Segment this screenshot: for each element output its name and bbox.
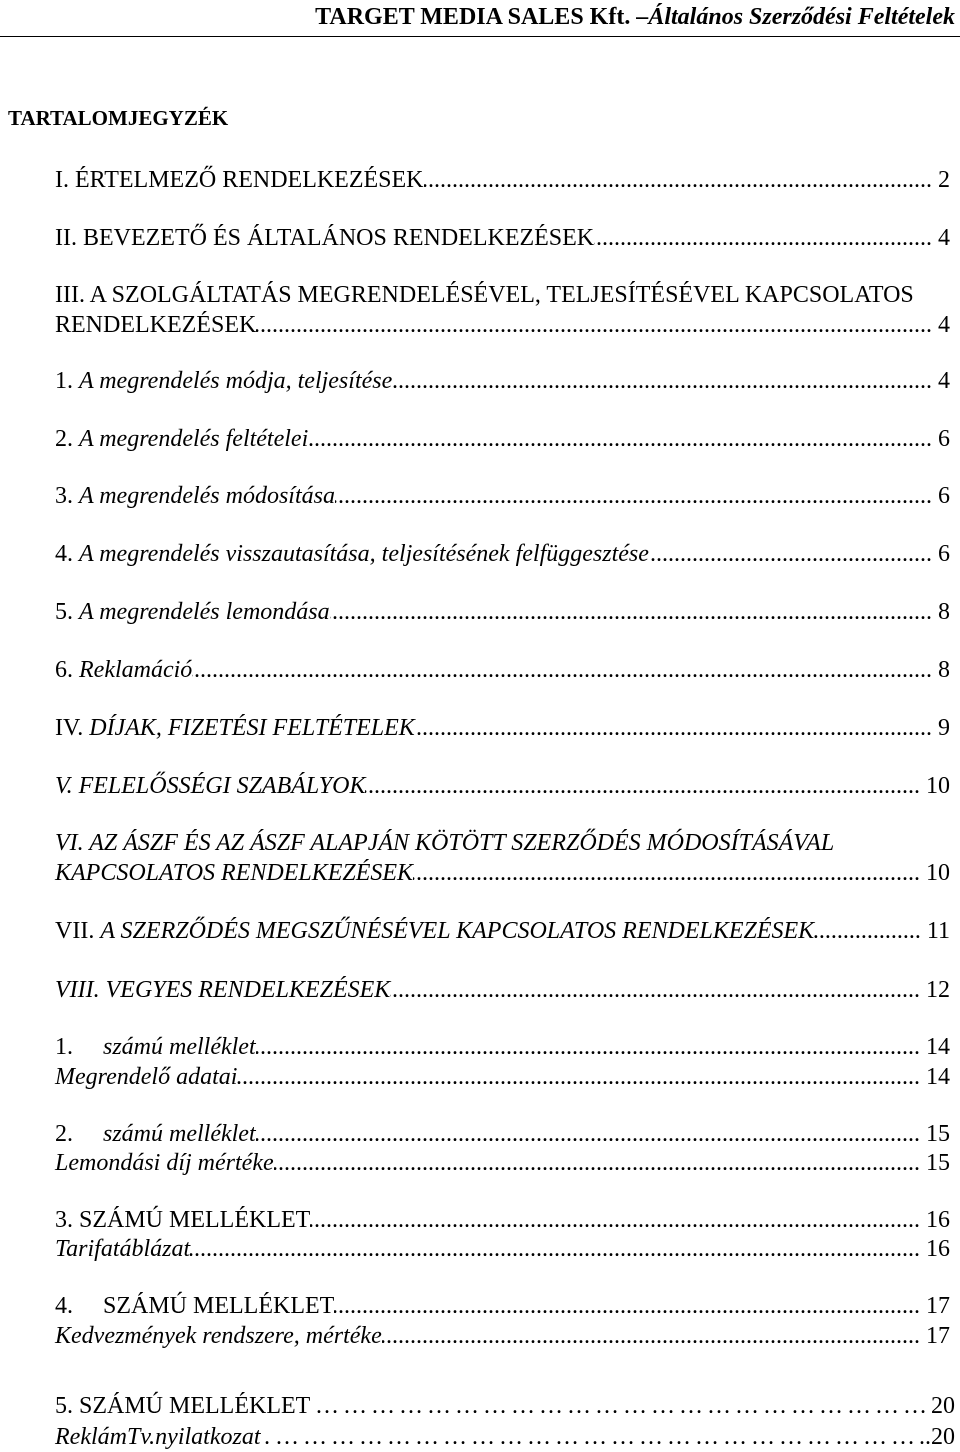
toc-entry-label xyxy=(55,482,335,510)
toc-page-number: 10 xyxy=(926,773,950,799)
toc-entry-subtitle: ReklámTv.nyilatkozat xyxy=(55,1424,261,1450)
toc-entry-title: VEGYES RENDELKEZÉSEK xyxy=(105,977,391,1003)
toc-entry-title: ÉRTELMEZŐ RENDELKEZÉSEK xyxy=(75,167,424,193)
toc-page-number: 15 xyxy=(926,1121,950,1147)
toc-annex-5 xyxy=(55,1392,955,1420)
toc-entry-number: 3. xyxy=(55,1207,73,1233)
company-name: TARGET MEDIA SALES Kft. xyxy=(315,4,631,30)
toc-page-number: 9 xyxy=(938,715,950,741)
dot-leader xyxy=(814,917,921,945)
toc-entry-title: A megrendelés módja, teljesítése xyxy=(79,368,393,394)
toc-page-number: 11 xyxy=(926,918,950,944)
toc-entry-label xyxy=(55,598,330,626)
toc-entry-title: számú melléklet xyxy=(103,1034,256,1060)
toc-annex-2-subtitle xyxy=(55,1149,950,1177)
document-title: –Általános Szerződési Feltételek xyxy=(636,4,955,30)
toc-entry-number: 3. xyxy=(55,483,73,509)
toc-page-number: 17 xyxy=(926,1293,950,1319)
toc-annex-1-subtitle xyxy=(55,1063,950,1091)
toc-entry-title: számú melléklet xyxy=(103,1121,256,1147)
dot-leader xyxy=(308,425,932,453)
toc-entry-section-1 xyxy=(55,367,950,395)
toc-annex-3-subtitle xyxy=(55,1235,950,1263)
toc-entry-title: FELELŐSSÉGI SZABÁLYOK xyxy=(78,773,366,799)
dot-leader xyxy=(192,656,932,684)
toc-entry-section-6 xyxy=(55,656,950,684)
dot-leader xyxy=(274,1149,920,1177)
toc-entry-title: SZÁMÚ MELLÉKLET xyxy=(79,1393,311,1419)
dot-leader xyxy=(392,367,932,395)
toc-entry-label xyxy=(55,772,365,800)
toc-entry-chapter-2 xyxy=(55,224,950,252)
dot-leader xyxy=(649,540,932,568)
toc-entry-chapter-3 xyxy=(55,281,950,309)
toc-page-number: 10 xyxy=(926,860,950,886)
toc-page-number: 6 xyxy=(938,483,950,509)
toc-entry-title-continued: KAPCSOLATOS RENDELKEZÉSEK xyxy=(55,860,414,886)
dot-leader xyxy=(390,976,920,1004)
toc-annex-1 xyxy=(55,1033,950,1061)
toc-entry-label xyxy=(55,1292,334,1320)
toc-page-number: 14 xyxy=(926,1064,950,1090)
toc-entry-section-5 xyxy=(55,598,950,626)
toc-entry-label xyxy=(55,1120,256,1148)
toc-entry-label xyxy=(55,714,415,742)
toc-entry-number: VI. xyxy=(55,830,84,856)
toc-entry-number: VIII. xyxy=(55,977,100,1003)
toc-entry-chapter-6 xyxy=(55,829,950,857)
toc-page-number: 6 xyxy=(938,426,950,452)
toc-page-number: 2 xyxy=(938,167,950,193)
toc-entry-chapter-4 xyxy=(55,714,950,742)
ellipsis-leader xyxy=(261,1423,920,1451)
toc-entry-label xyxy=(55,1033,256,1061)
toc-entry-label xyxy=(55,367,392,395)
toc-entry-number: 5. xyxy=(55,1393,73,1419)
toc-entry-chapter-3-continued xyxy=(55,311,950,339)
toc-annex-3 xyxy=(55,1206,950,1234)
toc-annex-5-subtitle xyxy=(55,1423,955,1451)
toc-entry-subtitle: Lemondási díj mértéke xyxy=(55,1150,274,1176)
toc-entry-number: V. xyxy=(55,773,73,799)
toc-entry-section-2 xyxy=(55,425,950,453)
toc-page-number: 16 xyxy=(926,1207,950,1233)
toc-entry-title: Reklamáció xyxy=(79,657,193,683)
toc-entry-label xyxy=(55,656,192,684)
toc-page-number: 6 xyxy=(938,541,950,567)
toc-entry-chapter-5 xyxy=(55,772,950,800)
toc-entry-label xyxy=(55,976,390,1004)
toc-page-number: 17 xyxy=(926,1323,950,1349)
toc-entry-label xyxy=(55,540,649,568)
dot-leader xyxy=(365,772,920,800)
toc-entry-title: A megrendelés módosítása xyxy=(79,483,335,509)
toc-entry-number: 4. xyxy=(55,1293,73,1319)
toc-entry-subtitle: Tarifatáblázat xyxy=(55,1236,191,1262)
toc-entry-label xyxy=(55,166,424,194)
toc-page-number: 4 xyxy=(938,225,950,251)
toc-entry-chapter-6-continued xyxy=(55,859,950,887)
toc-heading: TARTALOMJEGYZÉK xyxy=(8,106,229,130)
toc-entry-label xyxy=(55,1392,310,1420)
toc-entry-label xyxy=(55,917,814,945)
toc-page-number: .. 20 xyxy=(919,1423,955,1451)
toc-entry-chapter-8 xyxy=(55,976,950,1004)
toc-entry-chapter-7 xyxy=(55,917,950,945)
toc-entry-number: 2. xyxy=(55,1121,73,1147)
toc-entry-number: II. xyxy=(55,225,77,251)
dot-leader xyxy=(382,1322,920,1350)
toc-annex-4 xyxy=(55,1292,950,1320)
toc-entry-section-4 xyxy=(55,540,950,568)
toc-entry-number: VII. xyxy=(55,918,95,944)
toc-entry-title: SZÁMÚ MELLÉKLET xyxy=(103,1293,335,1319)
dot-leader xyxy=(256,311,932,339)
toc-entry-number: 1. xyxy=(55,1034,73,1060)
ellipsis-leader xyxy=(310,1392,931,1420)
toc-entry-number: 5. xyxy=(55,599,73,625)
toc-entry-number: III. xyxy=(55,282,85,308)
toc-entry-section-3 xyxy=(55,482,950,510)
toc-entry-chapter-1 xyxy=(55,166,950,194)
toc-entry-label xyxy=(55,281,914,309)
toc-entry-number: 1. xyxy=(55,368,73,394)
dot-leader xyxy=(237,1063,920,1091)
toc-entry-number: 6. xyxy=(55,657,73,683)
toc-page-number: 20 xyxy=(931,1393,955,1419)
toc-page-number: 4 xyxy=(938,368,950,394)
toc-page-number: 12 xyxy=(926,977,950,1003)
dot-leader xyxy=(330,598,932,626)
dot-leader xyxy=(310,1206,920,1234)
dot-leader xyxy=(190,1235,920,1263)
toc-page-number: 8 xyxy=(938,599,950,625)
toc-entry-number: I. xyxy=(55,167,69,193)
toc-entry-label xyxy=(55,425,308,453)
toc-entry-title: A SZOLGÁLTATÁS MEGRENDELÉSÉVEL, TELJESÍTÉSÉVEL KAPCSOLATOS xyxy=(89,282,914,308)
toc-annex-2 xyxy=(55,1120,950,1148)
toc-entry-title: DÍJAK, FIZETÉSI FELTÉTELEK xyxy=(89,715,415,741)
toc-entry-label xyxy=(55,224,594,252)
toc-page-number: 14 xyxy=(926,1034,950,1060)
toc-entry-title: SZÁMÚ MELLÉKLET xyxy=(79,1207,311,1233)
page-header xyxy=(315,3,955,31)
dot-leader xyxy=(334,1292,920,1320)
toc-entry-title: BEVEZETŐ ÉS ÁLTALÁNOS RENDELKEZÉSEK xyxy=(82,225,595,251)
toc-page-number: 4 xyxy=(938,312,950,338)
toc-entry-label xyxy=(55,829,834,857)
dot-leader xyxy=(335,482,932,510)
toc-page-number: 15 xyxy=(926,1150,950,1176)
dot-leader xyxy=(594,224,932,252)
toc-annex-4-subtitle xyxy=(55,1322,950,1350)
toc-entry-subtitle: Kedvezmények rendszere, mértéke xyxy=(55,1323,382,1349)
dot-leader xyxy=(256,1120,920,1148)
dot-leader xyxy=(424,166,932,194)
dot-leader xyxy=(415,714,932,742)
toc-entry-label xyxy=(55,1206,310,1234)
toc-page-number: 16 xyxy=(926,1236,950,1262)
toc-entry-number: 4. xyxy=(55,541,73,567)
toc-entry-title: A megrendelés feltételei xyxy=(79,426,309,452)
toc-entry-title-continued: RENDELKEZÉSEK xyxy=(55,312,257,338)
dot-leader xyxy=(413,859,920,887)
toc-entry-title: AZ ÁSZF ÉS AZ ÁSZF ALAPJÁN KÖTÖTT SZERZŐDÉS MÓDOSÍTÁSÁVAL xyxy=(89,830,835,856)
dot-leader xyxy=(256,1033,920,1061)
toc-entry-title: A megrendelés lemondása xyxy=(79,599,330,625)
toc-entry-subtitle: Megrendelő adatai xyxy=(55,1064,238,1090)
header-divider xyxy=(0,36,960,37)
toc-entry-title: A SZERZŐDÉS MEGSZŰNÉSÉVEL KAPCSOLATOS RENDELKEZÉSEK xyxy=(100,918,815,944)
toc-entry-number: 2. xyxy=(55,426,73,452)
toc-entry-number: IV. xyxy=(55,715,84,741)
toc-page-number: 8 xyxy=(938,657,950,683)
toc-entry-title: A megrendelés visszautasítása, teljesítésének felfüggesztése xyxy=(79,541,649,567)
